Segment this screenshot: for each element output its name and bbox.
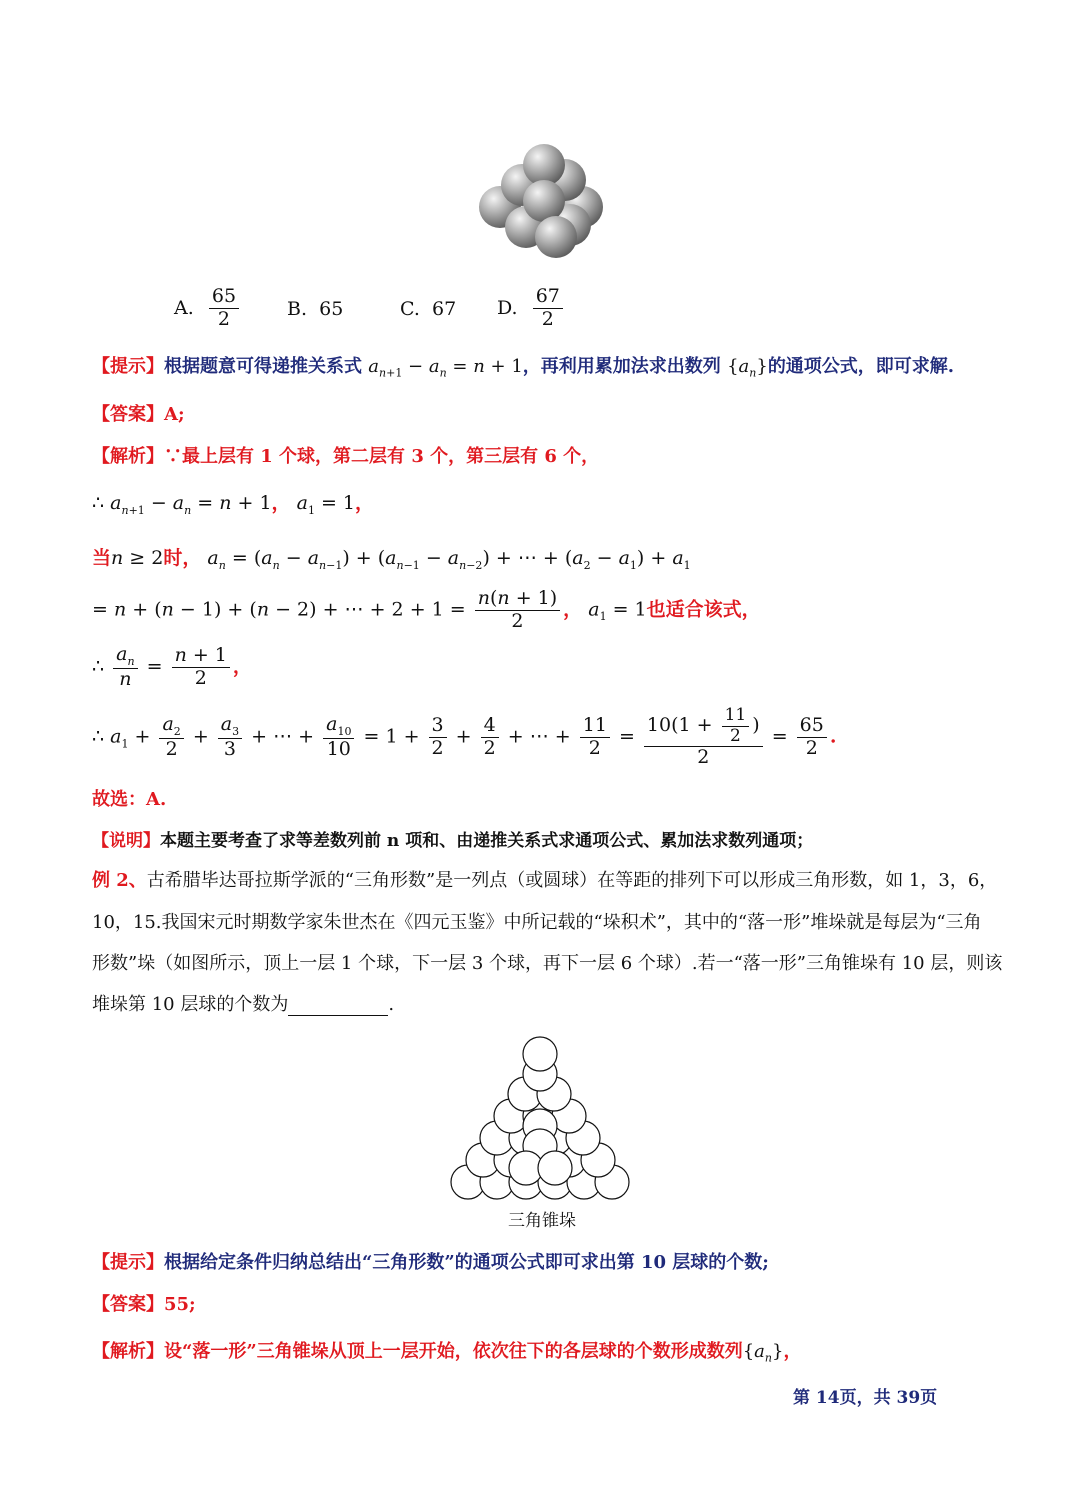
example-2-line-4: 堆垛第 10 层球的个数为 . xyxy=(92,994,395,1015)
conclusion-1: 故选：A. xyxy=(92,789,167,810)
ball-pyramid-figure xyxy=(470,135,610,265)
example-2-line-3: 形数”垛（如图所示，顶上一层 1 个球，下一层 3 个球，再下一层 6 个球）.若一“落一形”三角锥垛有 10 层，则该 xyxy=(92,953,1003,974)
formula-line-4: ∴ $\frac{a_n}{n}$ = $\frac{n + 1}{2}$ ， xyxy=(92,643,252,691)
hint-1: 【提示】根据题意可得递推关系式 $a_{n+1} - a_n = n + 1$，再利用累加法求出数列 $\{a_n\}$的通项公式，即可求解. xyxy=(92,356,955,380)
choice-c: C. 67 xyxy=(400,298,457,320)
triangle-pyramid-figure xyxy=(450,1030,630,1205)
page-footer: 第 14页，共 39页 xyxy=(793,1388,938,1408)
formula-line-5: ∴ $a_1$ + $\frac{a_2}{2}$ + $\frac{a_3}{3}$ + ⋯ + $\frac{a_{10}}{10}$ = 1 + $\frac{3}{2}$ + $\frac{4}{2}$ + ⋯ + $\frac{11}{2}$ = 10(1 + $\frac{11}{2}$ ) 2 = $\frac{65}{2}$ . xyxy=(92,705,837,769)
choice-a: A. $\frac{65}{2}$ xyxy=(174,286,242,331)
formula-line-1: ∴ $a_{n+1} - a_n = n + 1$， $a_1 = 1$， xyxy=(92,492,375,517)
choice-b: B. 65 xyxy=(287,298,344,320)
analysis-2: 【解析】设“落一形”三角锥垛从顶上一层开始，依次往下的各层球的个数形成数列$\{a_n\}$， xyxy=(92,1341,802,1365)
answer-1: 【答案】A; xyxy=(92,404,185,425)
analysis-1: 【解析】∵最上层有 1 个球，第二层有 3 个，第三层有 6 个， xyxy=(92,446,600,467)
answer-2: 【答案】55; xyxy=(92,1294,196,1315)
answer-blank xyxy=(288,997,388,1016)
hint-2: 【提示】根据给定条件归纳总结出“三角形数”的通项公式即可求出第 10 层球的个数; xyxy=(92,1252,769,1273)
choice-d: D. $\frac{67}{2}$ xyxy=(497,286,566,331)
figure-caption: 三角锥垛 xyxy=(508,1211,576,1231)
formula-line-3: = n + (n − 1) + (n − 2) + ⋯ + 2 + 1 = $\frac{n(n + 1)}{2}$ ， $a_1 = 1$也适合该式， xyxy=(92,587,761,632)
example-2-line-1: 例 2、古希腊毕达哥拉斯学派的“三角形数”是一列点（或圆球）在等距的排列下可以形成三角形数，如 1，3，6， xyxy=(92,870,998,891)
formula-line-2: 当n ≥ 2时， $a_n = (a_n - a_{n-1}) + (a_{n-1} - a_{n-2})$ + ⋯ + $(a_2 - a_1) + a_1$ xyxy=(92,547,691,572)
note: 【说明】本题主要考查了求等差数列前 n 项和、由递推关系式求通项公式、累加法求数列通项； xyxy=(92,831,814,851)
example-2-line-2: 10，15.我国宋元时期数学家朱世杰在《四元玉鉴》中所记载的“垛积术”，其中的“落一形”堆垛就是每层为“三角 xyxy=(92,912,982,933)
